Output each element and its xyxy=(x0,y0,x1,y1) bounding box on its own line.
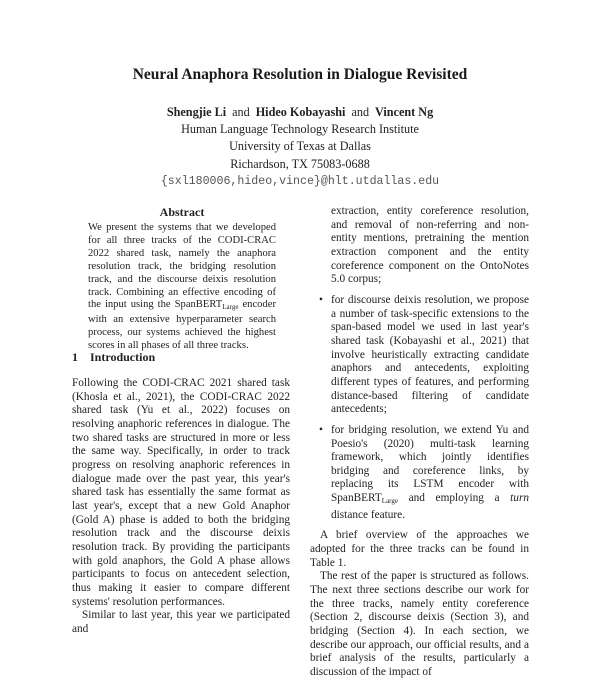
section-heading xyxy=(72,350,155,365)
subscript: Large xyxy=(222,303,239,312)
paper-title: Neural Anaphora Resolution in Dialogue Revisited xyxy=(132,66,468,83)
list-item-text: for discourse deixis resolution, we propose a number of task-specific extensions to the span-based model we used in last year's shared task (Kobayashi et al., 2021) that involve heuristically extracting candidate anaphors and antecedents, exploiting different types of features, and performing distance-based filtering of candidate antecedents; xyxy=(331,293,529,416)
affiliation-line: Human Language Technology Research Institute xyxy=(181,122,419,137)
abstract-heading: Abstract xyxy=(159,205,205,219)
author-name: Shengjie Li xyxy=(166,105,227,119)
paragraph: Following the CODI-CRAC 2021 shared task (Khosla et al., 2021), the CODI-CRAC 2022 shared task (Yu et al., 2022) focuses on resolving anaphoric references in dialogue. The two shared tasks are structured in more or less the same way. Specifically, in order to track progress on resolving anaphoric references in dialogue made over the past year, this year's shared task has essentially the same format as last year's, except that a new Gold Anaphor (Gold A) phase is added to both the bridging resolution track and the discourse deixis resolution track. By providing the participants with gold anaphors, the Gold A phase allows participants to focus on antecedent selection, thus making it easier to compare different systems' resolution performances. xyxy=(72,377,290,608)
author-separator: and xyxy=(232,105,250,119)
author-email: {sxl180006,hideo,vince}@hlt.utdallas.edu xyxy=(160,174,440,188)
section-number: 1 xyxy=(72,350,78,364)
emphasis: turn xyxy=(510,492,529,505)
introduction-body xyxy=(72,377,290,636)
right-column xyxy=(310,205,529,680)
list-item xyxy=(310,424,529,523)
author-separator: and xyxy=(351,105,370,119)
abstract-text-part: We present the systems that we developed for all three tracks of the CODI-CRAC 2022 shared task, namely the anaphora resolution track, the bridging resolution track, and the discourse deixis resolution track. Combining an effective encoding of the input using the SpanBERT xyxy=(88,222,276,311)
list-item-text: extraction, entity coreference resolution, and removal of non-referring and non-entity mentions, pretraining the mention extraction component and the entity coreference component on the OntoNotes 5.0 corpus; xyxy=(331,205,529,286)
abstract-text-part: encoder with an extensive hyperparameter search process, our systems achieved the highest scores in all phases of all three tracks. xyxy=(88,299,276,352)
abstract-text xyxy=(88,222,276,353)
contribution-list xyxy=(310,205,529,522)
author-names xyxy=(0,104,600,121)
author-name: Hideo Kobayashi xyxy=(255,105,346,119)
subscript: Large xyxy=(381,497,398,506)
bullet-icon: • xyxy=(319,293,323,306)
author-block xyxy=(0,104,600,190)
bullet-icon: • xyxy=(319,423,323,436)
section-title: Introduction xyxy=(90,350,156,364)
affiliation-line: Richardson, TX 75083-0688 xyxy=(230,156,370,171)
author-name: Vincent Ng xyxy=(375,105,434,119)
list-item xyxy=(310,294,529,417)
paragraph: A brief overview of the approaches we adopted for the three tracks can be found in Table 1. xyxy=(310,529,529,569)
list-item-text: distance feature. xyxy=(331,508,406,521)
paragraph: Similar to last year, this year we participated and xyxy=(72,609,290,635)
list-item-text: for bridging resolution, we extend Yu and Poesio's (2020) multi-task learning framework, which jointly identifies bridging and coreference links, by replacing its LSTM encoder with SpanBERT xyxy=(331,423,529,505)
affiliation-line: University of Texas at Dallas xyxy=(229,139,371,154)
list-item xyxy=(310,205,529,287)
list-item-text: and employing a xyxy=(398,492,511,505)
paragraph: The rest of the paper is structured as follows. The next three sections describe our work for the three tracks, namely entity coreference (Section 2, discourse deixis (Section 3), and bridging (Section 4). In each section, we describe our approach, our official results, and a brief analysis of the results, particularly a discussion of the impact of xyxy=(310,570,529,678)
